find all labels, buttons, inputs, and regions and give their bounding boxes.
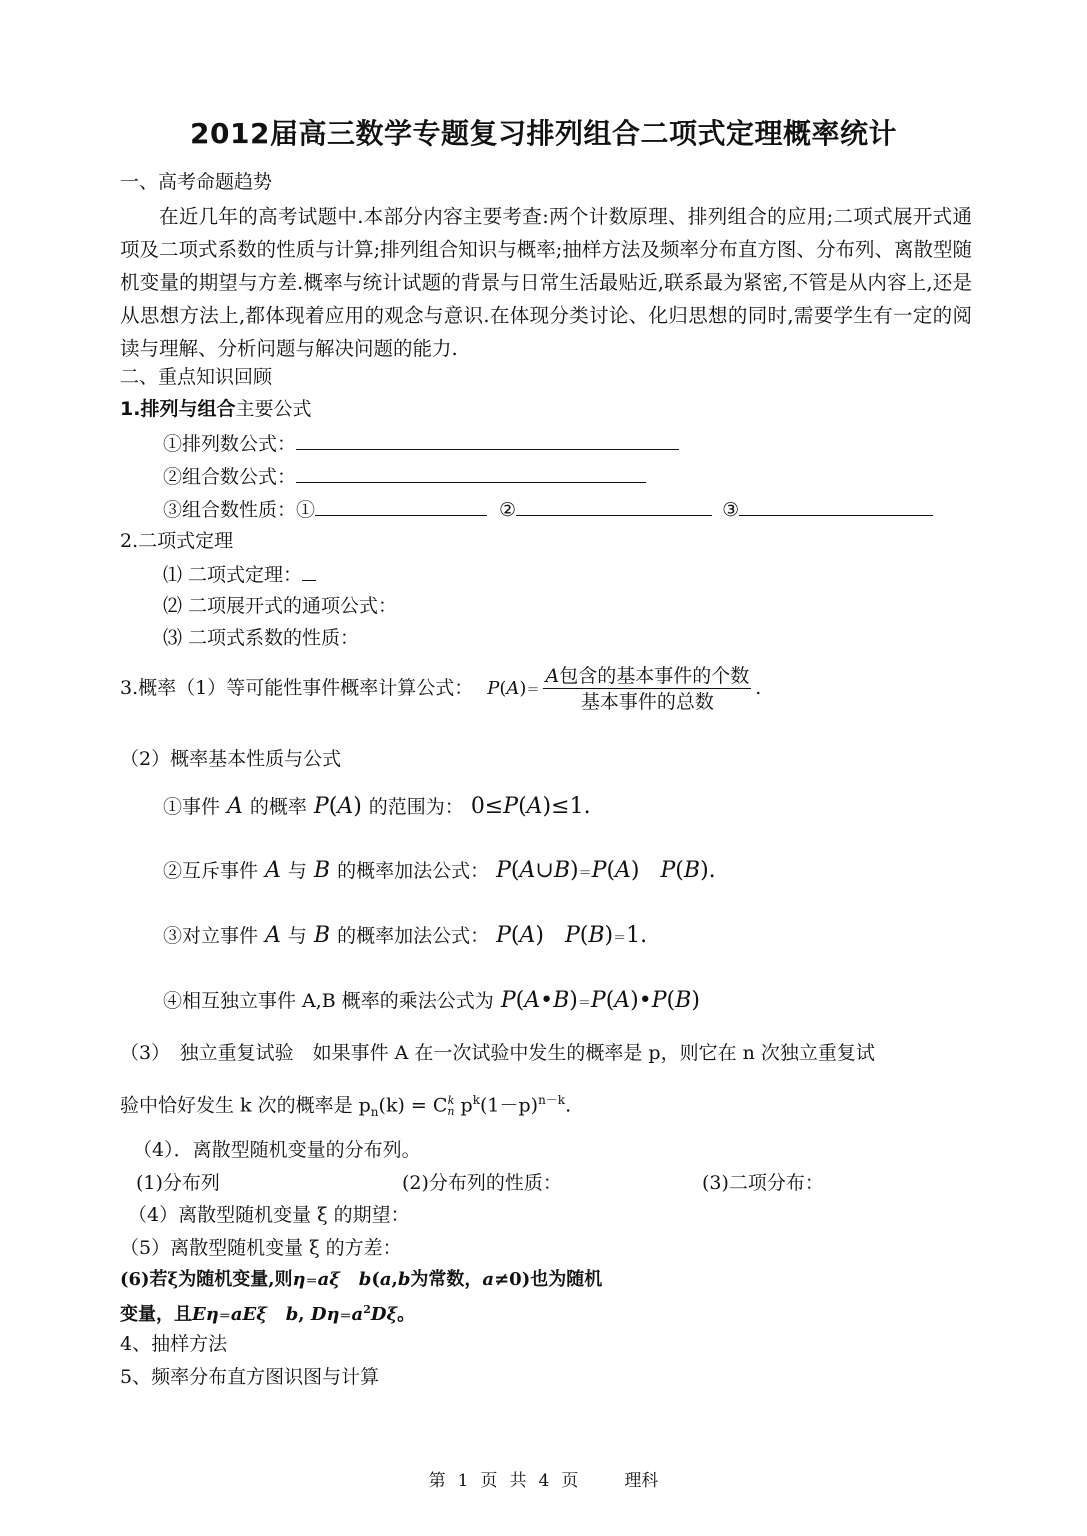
section-1-heading: 一、高考命题趋势: [120, 171, 273, 193]
prop-marker-2: ②: [499, 499, 517, 521]
total-pages: 4: [538, 1471, 550, 1491]
independent-events-line: ④相互独立事件 A,B 概率的乘法公式为 P(A•B)＝P(A)•P(B): [163, 988, 700, 1013]
dist-item-b: (2)分布列的性质：: [402, 1172, 562, 1194]
item-4: 4、抽样方法: [120, 1333, 228, 1355]
page-number: 1: [457, 1471, 469, 1491]
item-5: 5、频率分布直方图识图与计算: [120, 1366, 380, 1388]
equals-sign: ＝: [526, 683, 540, 698]
fraction-numerator: A包含的基本事件的个数: [545, 664, 750, 687]
prop-blank-3: [739, 497, 933, 516]
binomial-blank: [302, 562, 316, 581]
comb-formula-line: [163, 464, 646, 489]
prop-range-line: ①事件 A 的概率 P(A) 的范围为： 0≤P(A)≤1.: [163, 794, 591, 819]
perm-formula-label: ①排列数公式：: [163, 433, 297, 455]
section-1-paragraph: 在近几年的高考试题中.本部分内容主要考查:两个计数原理、排列组合的应用;二项式展开式通项及二项式系数的性质与计算;排列组合知识与概率;抽样方法及频率分布直方图、分布列、离散型随机变量的期望与方差.概率与统计试题的背景与日常生活最贴近,联系最为紧密,不管是从内容上,还是从思想方法上,都体现着应用的观念与意识.在体现分类讨论、化归思想的同时,需要学生有一定的阅读与理解、分析问题与解决问题的能力.: [120, 205, 972, 360]
prob-p: P(A): [487, 678, 527, 699]
fraction-denominator: 基本事件的总数: [580, 690, 714, 713]
distribution-heading: （4）．离散型随机变量的分布列。: [133, 1139, 421, 1161]
comb-property-line: [163, 497, 933, 522]
prob-properties-heading: （2）概率基本性质与公式: [120, 748, 342, 770]
item-2-heading: 2.二项式定理: [120, 530, 234, 552]
prop-blank-1: [315, 497, 487, 516]
general-term-line: ⑵ 二项展开式的通项公式：: [163, 595, 398, 617]
page-footer: 第 1 页 共 4 页 理科: [428, 1471, 659, 1491]
linear-transform-line-2: 变量，且Eη＝aEξ b, $D\eta=a^2D\xi$。: [120, 1303, 416, 1325]
item-3-lead: 3.概率（1）等可能性事件概率计算公式：: [120, 677, 474, 699]
linear-transform-line-1: (6)若ξ为随机变量,则η＝aξ b(a,b为常数，a≠0)也为随机: [120, 1269, 603, 1290]
item-1-heading: [120, 397, 311, 421]
bernoulli-line-2: 验中恰好发生 k 次的概率是 $p_n(k) = C$ k n $p^k(1-p)^{n-k}$.: [120, 1093, 572, 1120]
prop-marker-3: ③: [722, 499, 740, 521]
mutually-exclusive-line: ②互斥事件 A 与 B 的概率加法公式： P(A∪B)＝P(A) P(B).: [163, 858, 716, 883]
item-1-label-bold: 1.排列与组合: [120, 398, 236, 420]
prob-fraction: [543, 664, 751, 715]
section-2-heading: 二、重点知识回顾: [120, 366, 273, 388]
dist-item-c: (3)二项分布：: [702, 1172, 824, 1194]
comb-property-label: ③组合数性质：①: [163, 499, 316, 521]
bernoulli-line-1: （3） 独立重复试验 如果事件 A 在一次试验中发生的概率是 p，则它在 n 次独立重复试: [120, 1042, 875, 1064]
formula-end: .: [755, 677, 762, 699]
expectation-line: （4）离散型随机变量 ξ 的期望：: [128, 1204, 410, 1226]
complementary-line: ③对立事件 A 与 B 的概率加法公式： P(A) P(B)＝1.: [163, 923, 648, 948]
binomial-coef-line: ⑶ 二项式系数的性质：: [163, 627, 360, 649]
perm-blank: [296, 431, 679, 450]
document-title: 2012届高三数学专题复习排列组合二项式定理概率统计: [190, 117, 897, 150]
item-1-label-rest: 主要公式: [235, 398, 312, 420]
dist-item-a: (1)分布列: [136, 1172, 220, 1194]
item-3-line: [120, 660, 761, 719]
subject-label: 理科: [624, 1471, 659, 1491]
binomial-theorem-label: ⑴ 二项式定理：: [163, 564, 303, 586]
perm-formula-line: [163, 431, 679, 456]
binomial-theorem-line: [163, 562, 316, 587]
prop-blank-2: [516, 497, 712, 516]
variance-line: （5）离散型随机变量 ξ 的方差：: [120, 1237, 402, 1259]
comb-formula-label: ②组合数公式：: [163, 466, 297, 488]
comb-blank: [296, 464, 646, 483]
